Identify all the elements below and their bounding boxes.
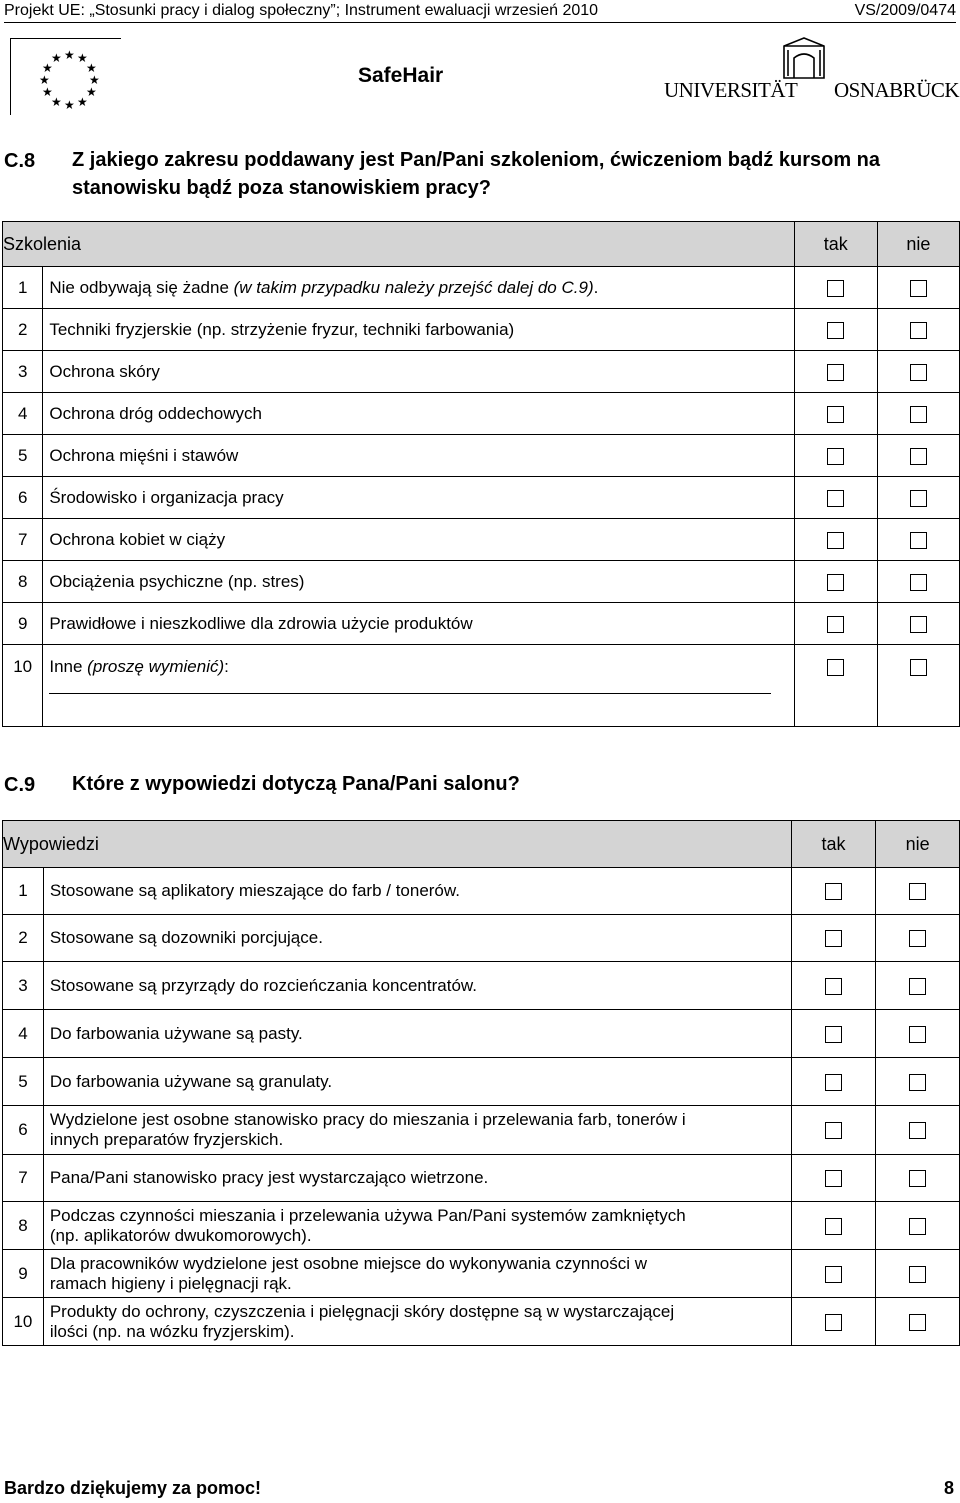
no-checkbox[interactable]: [909, 978, 926, 995]
yes-checkbox-cell: [791, 1298, 876, 1346]
question-text-c8-line1: Z jakiego zakresu poddawany jest Pan/Pani szkoleniom, ćwiczeniom bądź kursom na: [72, 149, 881, 171]
no-checkbox[interactable]: [909, 1074, 926, 1091]
yes-checkbox-cell: [791, 1010, 876, 1058]
no-checkbox[interactable]: [910, 448, 927, 465]
no-checkbox-cell: [877, 477, 959, 519]
eu-flag-logo: [10, 38, 121, 115]
row-number: 7: [3, 1155, 44, 1202]
yes-checkbox[interactable]: [825, 1218, 842, 1235]
table-row: [3, 1155, 960, 1202]
yes-checkbox[interactable]: [827, 448, 844, 465]
yes-checkbox[interactable]: [825, 1122, 842, 1139]
no-checkbox[interactable]: [909, 1266, 926, 1283]
yes-checkbox[interactable]: [825, 1074, 842, 1091]
yes-checkbox[interactable]: [827, 616, 844, 633]
no-checkbox-cell: [877, 519, 959, 561]
svg-text:★: ★: [77, 51, 88, 65]
row-label: Pana/Pani stanowisko pracy jest wystarczająco wietrzone.: [43, 1155, 791, 1202]
table-row: [3, 519, 960, 561]
table-row: [3, 1250, 960, 1298]
no-checkbox-cell: [876, 1010, 960, 1058]
university-name-right: OSNABRÜCK: [834, 78, 960, 102]
yes-checkbox[interactable]: [825, 1026, 842, 1043]
table-header-no: nie: [876, 821, 960, 868]
row-label: Techniki fryzjerskie (np. strzyżenie fryzur, techniki farbowania): [43, 309, 794, 351]
yes-checkbox-cell: [794, 351, 877, 393]
table-row: [3, 1298, 960, 1346]
row-number: 4: [3, 1010, 44, 1058]
yes-checkbox-cell: [791, 915, 876, 962]
table-row: [3, 603, 960, 645]
row-number: 1: [3, 267, 43, 309]
row-number: 2: [3, 915, 44, 962]
yes-checkbox-cell: [791, 1058, 876, 1106]
row-number: 8: [3, 561, 43, 603]
table-row: [3, 393, 960, 435]
no-checkbox[interactable]: [909, 1218, 926, 1235]
question-number-c8: C.8: [4, 150, 36, 172]
svg-text:★: ★: [77, 95, 88, 109]
svg-text:★: ★: [51, 51, 62, 65]
yes-checkbox[interactable]: [827, 364, 844, 381]
yes-checkbox-cell: [794, 393, 877, 435]
other-specify-input[interactable]: [49, 693, 771, 694]
svg-text:★: ★: [39, 73, 50, 87]
yes-checkbox-cell: [791, 868, 876, 915]
no-checkbox[interactable]: [909, 883, 926, 900]
row-number: 6: [3, 477, 43, 519]
row-label: Dla pracowników wydzielone jest osobne miejsce do wykonywania czynności w ramach higieny i pielęgnacji rąk.: [43, 1250, 791, 1298]
yes-checkbox-cell: [794, 519, 877, 561]
row-label: Prawidłowe i nieszkodliwe dla zdrowia użycie produktów: [43, 603, 794, 645]
no-checkbox[interactable]: [909, 1026, 926, 1043]
no-checkbox-cell: [877, 645, 959, 727]
yes-checkbox-cell: [794, 603, 877, 645]
table-row: [3, 1058, 960, 1106]
table-header-no: nie: [877, 222, 959, 267]
no-checkbox-cell: [876, 1202, 960, 1250]
table-row: [3, 309, 960, 351]
yes-checkbox[interactable]: [827, 659, 844, 676]
row-label: Ochrona dróg oddechowych: [43, 393, 794, 435]
row-number: 1: [3, 868, 44, 915]
table-row: [3, 1106, 960, 1155]
table-header-yes: tak: [791, 821, 876, 868]
row-label: Produkty do ochrony, czyszczenia i pielęgnacji skóry dostępne są w wystarczającej ilości (np. na wózku fryzjerskim).: [43, 1298, 791, 1346]
table-header-row: [3, 222, 960, 267]
no-checkbox[interactable]: [910, 406, 927, 423]
no-checkbox-cell: [877, 393, 959, 435]
table-row: [3, 267, 960, 309]
no-checkbox-cell: [876, 1155, 960, 1202]
table-row: [3, 561, 960, 603]
row-label: Inne (proszę wymienić):: [43, 645, 794, 727]
yes-checkbox-cell: [794, 309, 877, 351]
table-header-label: Szkolenia: [3, 222, 795, 267]
row-number: 9: [3, 603, 43, 645]
header-divider: [4, 22, 956, 23]
university-name-left: UNIVERSITÄT: [664, 78, 798, 102]
row-label: Stosowane są przyrządy do rozcieńczania koncentratów.: [43, 962, 791, 1010]
row-label: Do farbowania używane są pasty.: [43, 1010, 791, 1058]
table-row: [3, 962, 960, 1010]
no-checkbox-cell: [876, 1058, 960, 1106]
yes-checkbox-cell: [791, 962, 876, 1010]
yes-checkbox[interactable]: [825, 1314, 842, 1331]
yes-checkbox[interactable]: [827, 280, 844, 297]
yes-checkbox[interactable]: [827, 574, 844, 591]
row-label: Stosowane są dozowniki porcjujące.: [43, 915, 791, 962]
svg-text:★: ★: [42, 61, 53, 75]
row-number: 5: [3, 435, 43, 477]
no-checkbox[interactable]: [909, 1170, 926, 1187]
no-checkbox-cell: [876, 915, 960, 962]
svg-text:★: ★: [86, 61, 97, 75]
table-header-label: Wypowiedzi: [3, 821, 792, 868]
table-row: [3, 645, 960, 727]
eu-stars-icon: [33, 45, 103, 109]
no-checkbox[interactable]: [910, 574, 927, 591]
row-label: Obciążenia psychiczne (np. stres): [43, 561, 794, 603]
statements-table: [2, 820, 960, 1346]
no-checkbox[interactable]: [910, 616, 927, 633]
no-checkbox-cell: [876, 962, 960, 1010]
footer-thanks: Bardzo dziękujemy za pomoc!: [4, 1478, 262, 1498]
row-number: 3: [3, 351, 43, 393]
yes-checkbox-cell: [794, 561, 877, 603]
project-name: SafeHair: [358, 64, 444, 87]
yes-checkbox[interactable]: [825, 883, 842, 900]
yes-checkbox[interactable]: [827, 490, 844, 507]
university-logo: [664, 36, 960, 112]
yes-checkbox-cell: [791, 1155, 876, 1202]
header-project-title: Projekt UE: „Stosunki pracy i dialog społeczny”; Instrument ewaluacji wrzesień 2010: [4, 2, 599, 19]
row-label: Nie odbywają się żadne (w takim przypadku należy przejść dalej do C.9).: [43, 267, 794, 309]
yes-checkbox[interactable]: [827, 322, 844, 339]
no-checkbox[interactable]: [910, 659, 927, 676]
no-checkbox-cell: [877, 561, 959, 603]
row-label: Środowisko i organizacja pracy: [43, 477, 794, 519]
yes-checkbox[interactable]: [825, 1266, 842, 1283]
yes-checkbox[interactable]: [827, 532, 844, 549]
row-number: 4: [3, 393, 43, 435]
row-label: Ochrona mięśni i stawów: [43, 435, 794, 477]
question-text-c8-line2: stanowisku bądź poza stanowiskiem pracy?: [72, 177, 492, 199]
table-row: [3, 351, 960, 393]
table-row: [3, 1010, 960, 1058]
no-checkbox[interactable]: [910, 322, 927, 339]
yes-checkbox-cell: [791, 1202, 876, 1250]
no-checkbox-cell: [876, 868, 960, 915]
page-number: 8: [943, 1478, 954, 1498]
row-number: 2: [3, 309, 43, 351]
row-number: 8: [3, 1202, 44, 1250]
no-checkbox[interactable]: [909, 930, 926, 947]
no-checkbox[interactable]: [910, 364, 927, 381]
table-row: [3, 477, 960, 519]
table-row: [3, 1202, 960, 1250]
no-checkbox[interactable]: [909, 1314, 926, 1331]
svg-text:★: ★: [64, 98, 75, 109]
yes-checkbox[interactable]: [825, 1170, 842, 1187]
question-text-c9: Które z wypowiedzi dotyczą Pana/Pani salonu?: [72, 773, 520, 795]
yes-checkbox-cell: [794, 477, 877, 519]
row-number: 5: [3, 1058, 44, 1106]
no-checkbox-cell: [877, 351, 959, 393]
table-row: [3, 435, 960, 477]
no-checkbox-cell: [876, 1250, 960, 1298]
svg-text:★: ★: [42, 85, 53, 99]
row-label: Do farbowania używane są granulaty.: [43, 1058, 791, 1106]
training-table: [2, 221, 960, 727]
table-header-yes: tak: [794, 222, 877, 267]
yes-checkbox[interactable]: [827, 406, 844, 423]
no-checkbox-cell: [877, 267, 959, 309]
row-number: 3: [3, 962, 44, 1010]
svg-text:★: ★: [51, 95, 62, 109]
svg-text:★: ★: [89, 73, 100, 87]
yes-checkbox-cell: [791, 1250, 876, 1298]
no-checkbox[interactable]: [910, 532, 927, 549]
header-project-code: VS/2009/0474: [854, 2, 956, 19]
no-checkbox-cell: [876, 1298, 960, 1346]
no-checkbox[interactable]: [910, 490, 927, 507]
yes-checkbox-cell: [794, 645, 877, 727]
yes-checkbox-cell: [791, 1106, 876, 1155]
yes-checkbox[interactable]: [825, 978, 842, 995]
table-row: [3, 915, 960, 962]
yes-checkbox-cell: [794, 267, 877, 309]
row-number: 10: [3, 645, 43, 727]
row-number: 7: [3, 519, 43, 561]
question-text-c8: [72, 146, 880, 202]
svg-text:★: ★: [86, 85, 97, 99]
no-checkbox[interactable]: [910, 280, 927, 297]
no-checkbox-cell: [877, 435, 959, 477]
no-checkbox[interactable]: [909, 1122, 926, 1139]
table-header-row: [3, 821, 960, 868]
row-label: Ochrona skóry: [43, 351, 794, 393]
row-label: Wydzielone jest osobne stanowisko pracy do mieszania i przelewania farb, tonerów i innych preparatów fryzjerskich.: [43, 1106, 791, 1155]
question-number-c9: C.9: [4, 774, 36, 796]
no-checkbox-cell: [876, 1106, 960, 1155]
row-number: 6: [3, 1106, 44, 1155]
university-crest-icon: [774, 36, 834, 80]
table-row: [3, 868, 960, 915]
yes-checkbox-cell: [794, 435, 877, 477]
row-label: Stosowane są aplikatory mieszające do farb / tonerów.: [43, 868, 791, 915]
page-header: [4, 0, 956, 22]
no-checkbox-cell: [877, 309, 959, 351]
svg-text:★: ★: [64, 48, 75, 62]
yes-checkbox[interactable]: [825, 930, 842, 947]
row-number: 9: [3, 1250, 44, 1298]
row-label: Podczas czynności mieszania i przelewania używa Pan/Pani systemów zamkniętych (np. aplikatorów dwukomorowych).: [43, 1202, 791, 1250]
row-label: Ochrona kobiet w ciąży: [43, 519, 794, 561]
row-number: 10: [3, 1298, 44, 1346]
no-checkbox-cell: [877, 603, 959, 645]
